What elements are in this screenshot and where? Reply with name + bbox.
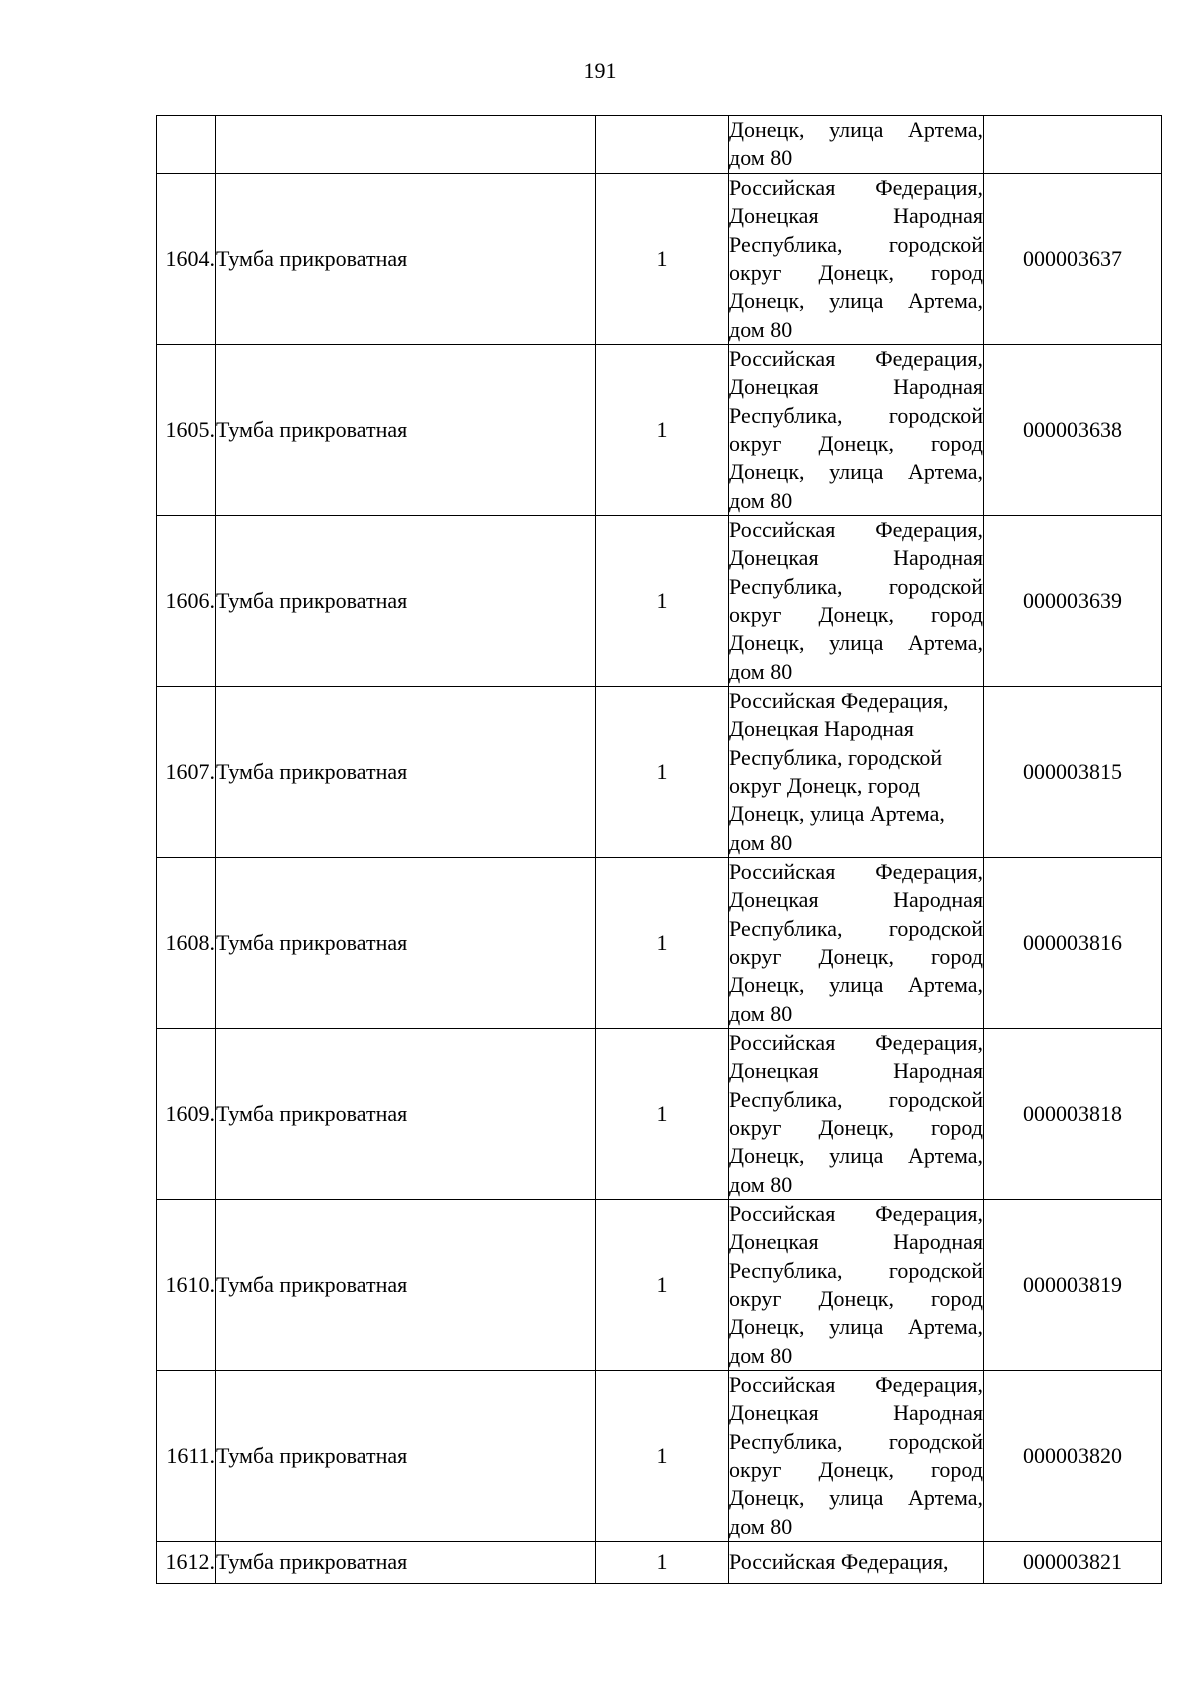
address-cell: [729, 1200, 984, 1371]
table-row: [157, 858, 1162, 1029]
table-row: [157, 345, 1162, 516]
address-text: Российская Федерация, Донецкая Народная Республика, городской округ Донецк, город Донецк, улица Артема, дом 80: [729, 859, 983, 1026]
table-row: [157, 1029, 1162, 1200]
table-row: [157, 1200, 1162, 1371]
address-cell: [729, 174, 984, 345]
row-number-cell: 1604.: [157, 174, 216, 345]
address-cell: [729, 858, 984, 1029]
inventory-number-cell: 000003815: [984, 687, 1162, 858]
address-text: Российская Федерация, Донецкая Народная Республика, городской округ Донецк, город Донецк, улица Артема, дом 80: [729, 175, 983, 342]
row-number-cell: [157, 116, 216, 174]
address-text: Российская Федерация, Донецкая Народная Республика, городской округ Донецк, город Донецк, улица Артема, дом 80: [729, 346, 983, 513]
table-row: [157, 516, 1162, 687]
address-cell: [729, 1029, 984, 1200]
address-text: Российская Федерация, Донецкая Народная Республика, городской округ Донецк, город Донецк, улица Артема, дом 80: [729, 1030, 983, 1197]
row-number-cell: 1606.: [157, 516, 216, 687]
item-name-cell: Тумба прикроватная: [216, 1542, 596, 1584]
quantity-cell: 1: [596, 516, 729, 687]
address-text: Российская Федерация,: [729, 1549, 949, 1575]
table-row-continued: [157, 116, 1162, 174]
table-row: [157, 1371, 1162, 1542]
address-text: Российская Федерация, Донецкая Народная Республика, городской округ Донецк, город Донецк, улица Артема, дом 80: [729, 1201, 983, 1368]
address-text: Донецк, улица Артема, дом 80: [729, 117, 983, 171]
address-cell: [729, 116, 984, 174]
inventory-number-cell: 000003818: [984, 1029, 1162, 1200]
quantity-cell: [596, 116, 729, 174]
quantity-cell: 1: [596, 1542, 729, 1584]
quantity-cell: 1: [596, 1371, 729, 1542]
inventory-table: [156, 115, 1162, 1584]
inventory-number-cell: 000003816: [984, 858, 1162, 1029]
quantity-cell: 1: [596, 687, 729, 858]
item-name-cell: Тумба прикроватная: [216, 345, 596, 516]
address-cell: [729, 1542, 984, 1584]
page-number: 191: [583, 58, 617, 83]
row-number-cell: 1611.: [157, 1371, 216, 1542]
table-row: [157, 1542, 1162, 1584]
item-name-cell: Тумба прикроватная: [216, 1371, 596, 1542]
item-name-cell: Тумба прикроватная: [216, 1200, 596, 1371]
item-name-cell: Тумба прикроватная: [216, 858, 596, 1029]
row-number-cell: 1609.: [157, 1029, 216, 1200]
row-number-cell: 1607.: [157, 687, 216, 858]
inventory-number-cell: 000003639: [984, 516, 1162, 687]
row-number-cell: 1612.: [157, 1542, 216, 1584]
address-text: Российская Федерация, Донецкая Народная Республика, городской округ Донецк, город Донецк, улица Артема, дом 80: [729, 1372, 983, 1539]
inventory-number-cell: [984, 116, 1162, 174]
row-number-cell: 1608.: [157, 858, 216, 1029]
inventory-number-cell: 000003821: [984, 1542, 1162, 1584]
address-cell: [729, 345, 984, 516]
inventory-number-cell: 000003637: [984, 174, 1162, 345]
item-name-cell: Тумба прикроватная: [216, 174, 596, 345]
item-name-cell: Тумба прикроватная: [216, 687, 596, 858]
quantity-cell: 1: [596, 345, 729, 516]
quantity-cell: 1: [596, 1029, 729, 1200]
address-cell: [729, 1371, 984, 1542]
inventory-number-cell: 000003638: [984, 345, 1162, 516]
table-row: [157, 687, 1162, 858]
address-cell: [729, 516, 984, 687]
inventory-number-cell: 000003820: [984, 1371, 1162, 1542]
address-cell: [729, 687, 984, 858]
item-name-cell: [216, 116, 596, 174]
row-number-cell: 1610.: [157, 1200, 216, 1371]
address-text: Российская Федерация, Донецкая Народная Республика, городской округ Донецк, город Донецк, улица Артема, дом 80: [729, 688, 949, 855]
row-number-cell: 1605.: [157, 345, 216, 516]
inventory-number-cell: 000003819: [984, 1200, 1162, 1371]
quantity-cell: 1: [596, 174, 729, 345]
item-name-cell: Тумба прикроватная: [216, 1029, 596, 1200]
item-name-cell: Тумба прикроватная: [216, 516, 596, 687]
table-row: [157, 174, 1162, 345]
address-text: Российская Федерация, Донецкая Народная Республика, городской округ Донецк, город Донецк, улица Артема, дом 80: [729, 517, 983, 684]
quantity-cell: 1: [596, 1200, 729, 1371]
quantity-cell: 1: [596, 858, 729, 1029]
